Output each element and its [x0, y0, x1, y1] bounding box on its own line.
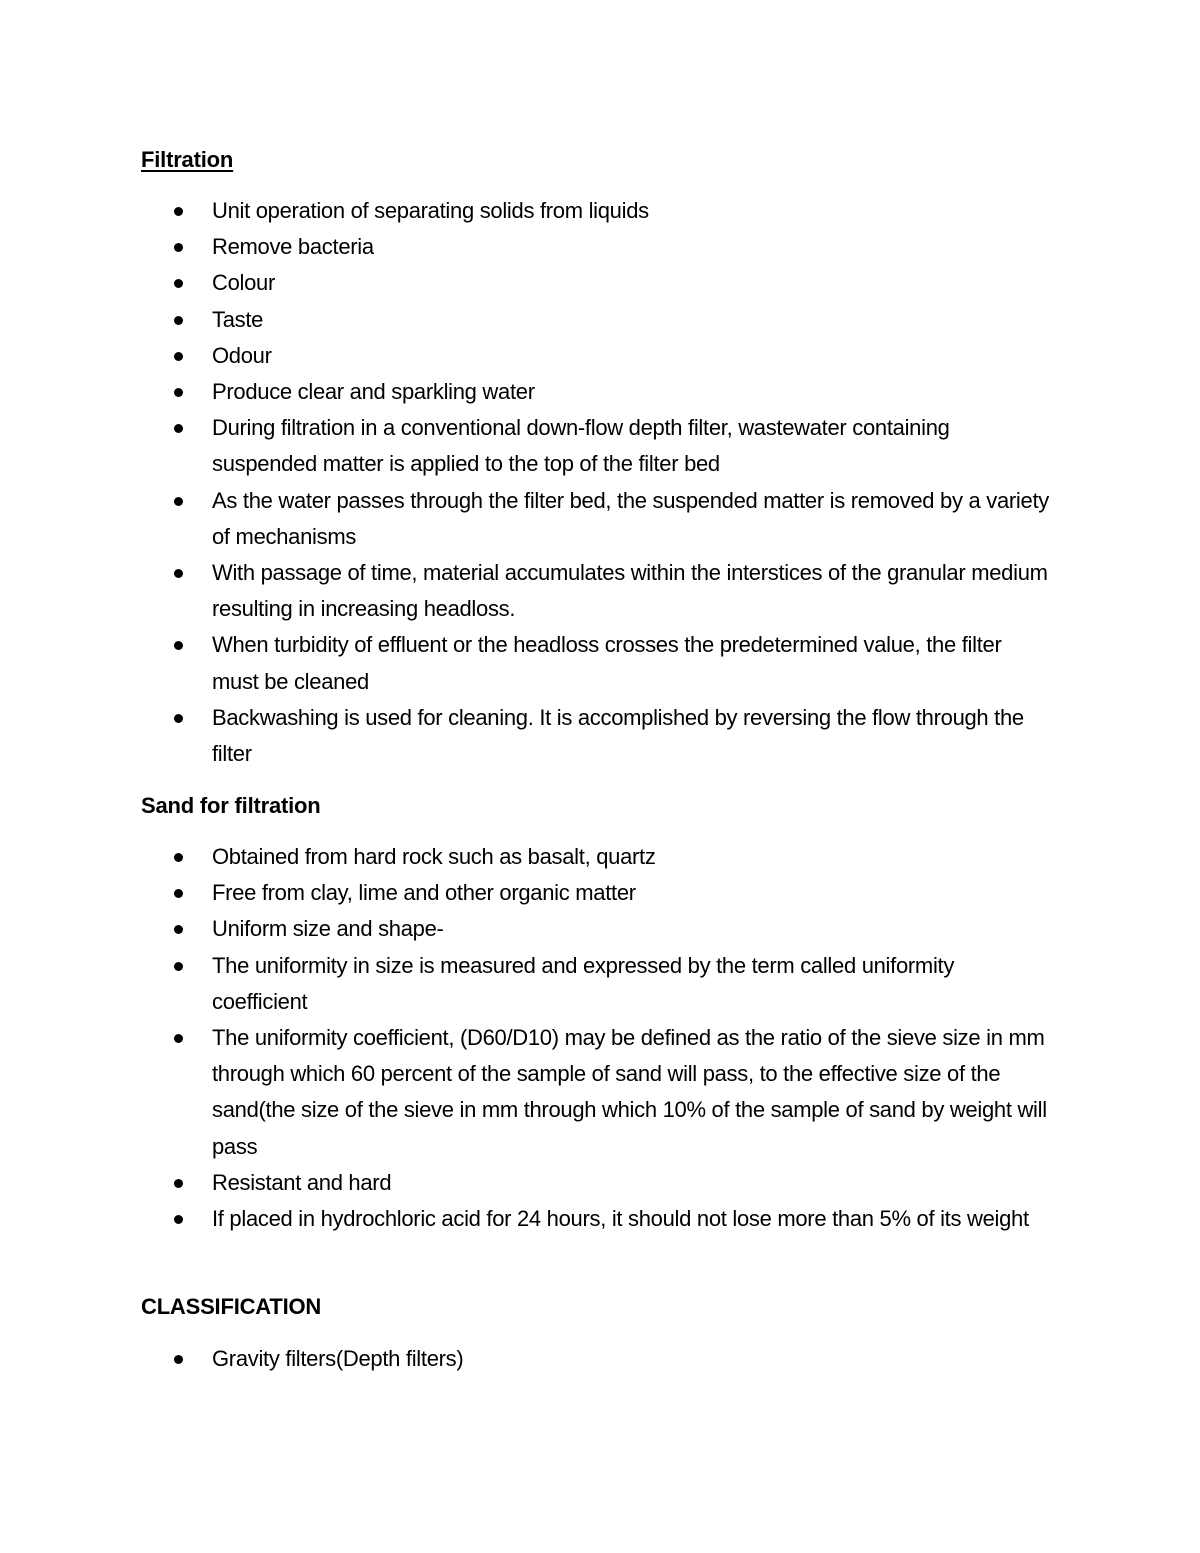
- list-item: If placed in hydrochloric acid for 24 hours, it should not lose more than 5% of its weight: [0, 1201, 1200, 1237]
- bullet-icon: [174, 243, 183, 252]
- bullet-icon: [174, 352, 183, 361]
- list-item: The uniformity coefficient, (D60/D10) may be defined as the ratio of the sieve size in mm through which 60 percent of the sample of sand will pass, to the effective size of the sand(the size of the sieve in mm through which 10% of the sample of sand by weight will pass: [0, 1020, 1200, 1165]
- section-heading-filtration: Filtration: [141, 147, 234, 172]
- bullet-icon: [174, 569, 183, 578]
- list-item: Unit operation of separating solids from liquids: [0, 193, 1200, 229]
- classification-list: [0, 1341, 1200, 1377]
- list-item: Colour: [0, 265, 1200, 301]
- bullet-icon: [174, 316, 183, 325]
- list-item: When turbidity of effluent or the headloss crosses the predetermined value, the filter must be cleaned: [0, 627, 1200, 699]
- bullet-icon: [174, 279, 183, 288]
- list-item: Obtained from hard rock such as basalt, quartz: [0, 839, 1200, 875]
- bullet-icon: [174, 1034, 183, 1043]
- list-item: Remove bacteria: [0, 229, 1200, 265]
- list-item: Odour: [0, 338, 1200, 374]
- list-item: Taste: [0, 302, 1200, 338]
- bullet-icon: [174, 1179, 183, 1188]
- list-item: Produce clear and sparkling water: [0, 374, 1200, 410]
- bullet-icon: [174, 889, 183, 898]
- bullet-icon: [174, 925, 183, 934]
- bullet-icon: [174, 641, 183, 650]
- list-item: Free from clay, lime and other organic matter: [0, 875, 1200, 911]
- list-item: Resistant and hard: [0, 1165, 1200, 1201]
- list-item: As the water passes through the filter bed, the suspended matter is removed by a variety of mechanisms: [0, 483, 1200, 555]
- bullet-icon: [174, 1215, 183, 1224]
- list-item: With passage of time, material accumulates within the interstices of the granular medium resulting in increasing headloss.: [0, 555, 1200, 627]
- list-item: During filtration in a conventional down-flow depth filter, wastewater containing suspended matter is applied to the top of the filter bed: [0, 410, 1200, 482]
- bullet-icon: [174, 962, 183, 971]
- list-item: The uniformity in size is measured and expressed by the term called uniformity coefficient: [0, 948, 1200, 1020]
- list-item: Backwashing is used for cleaning. It is accomplished by reversing the flow through the filter: [0, 700, 1200, 772]
- sand-list: [0, 839, 1200, 1237]
- bullet-icon: [174, 1355, 183, 1364]
- list-item: Gravity filters(Depth filters): [0, 1341, 1200, 1377]
- bullet-icon: [174, 853, 183, 862]
- bullet-icon: [174, 207, 183, 216]
- bullet-icon: [174, 714, 183, 723]
- bullet-icon: [174, 497, 183, 506]
- bullet-icon: [174, 424, 183, 433]
- section-heading-sand: Sand for filtration: [141, 793, 321, 818]
- bullet-icon: [174, 388, 183, 397]
- list-item: Uniform size and shape-: [0, 911, 1200, 947]
- filtration-list: [0, 193, 1200, 772]
- section-heading-classification: CLASSIFICATION: [141, 1294, 322, 1319]
